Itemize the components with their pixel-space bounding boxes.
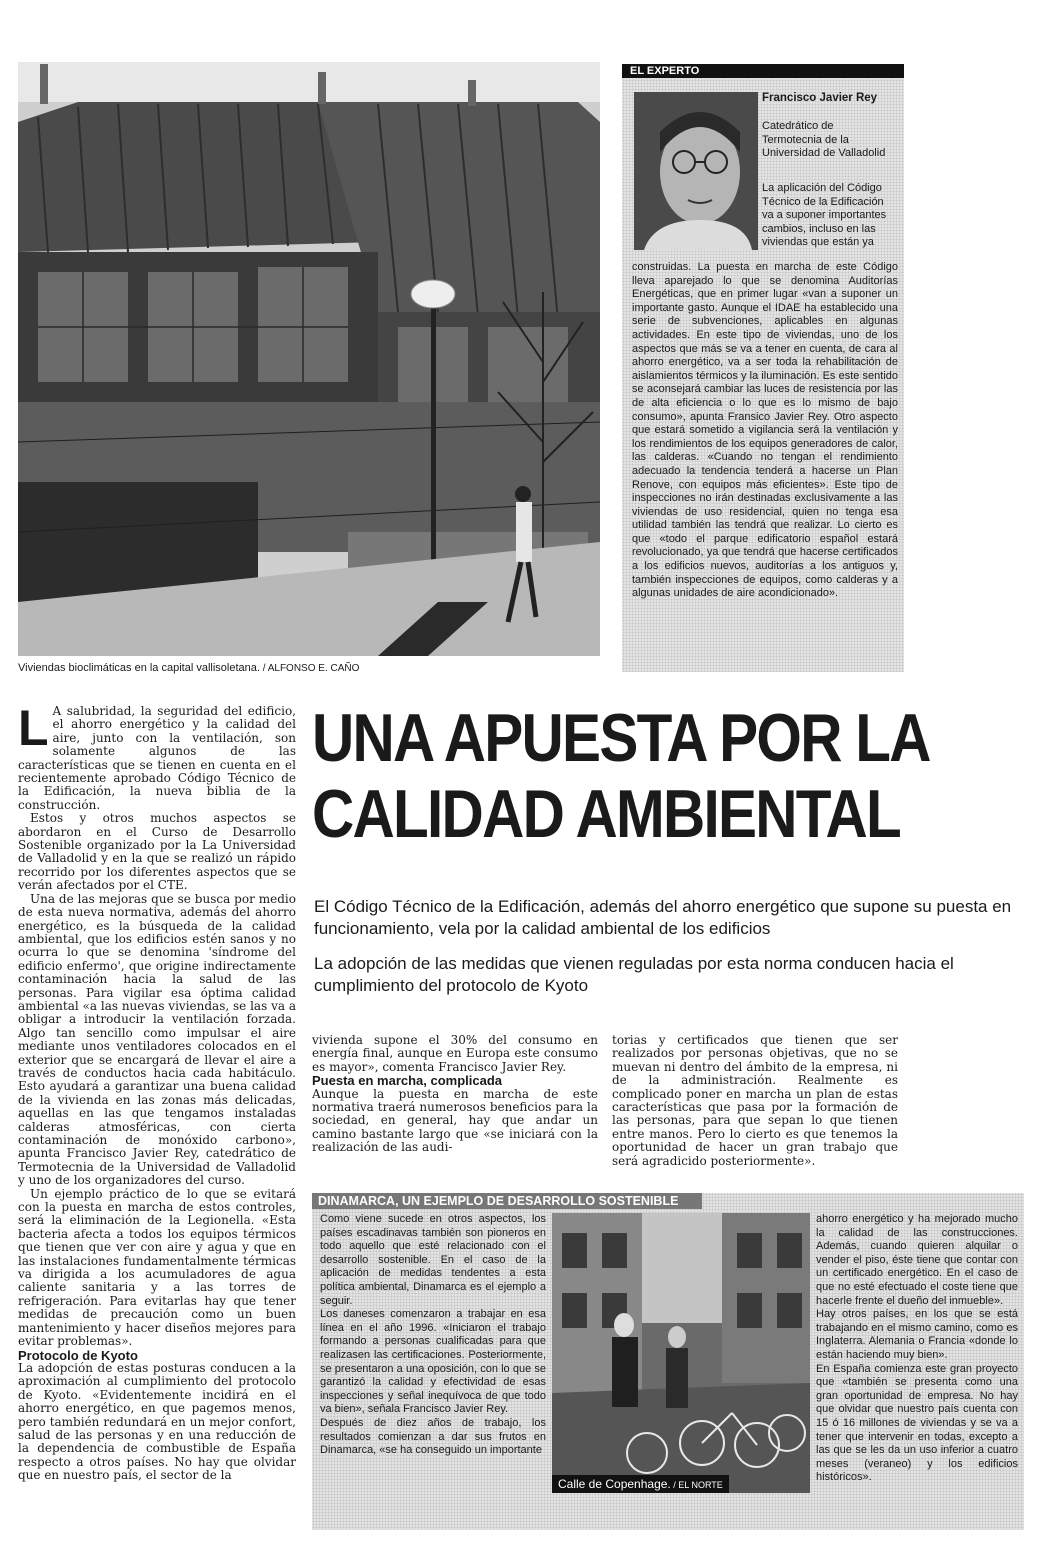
paragraph-text: A salubridad, la seguridad del edificio, el ahorro energético y la calidad del aire, junto con la ventilación, son solamente algunos de las características que se tienen en cuenta en el recientemente aprobado Código Técnico de la Edificación, la nueva biblia de la construcción.	[18, 704, 296, 812]
article-paragraph-5: La adopción de estas posturas conducen a la aproximación al cumplimiento del protocolo de Kyoto. «Evidentemente incidirá en el ahorro energético, en que pagemos menos, pero también redundará en un mejor confort, salud de las personas y en una reducción de la dependencia de combustible de España respecto a otros países. No hay que olvidar que en nuestro país, el sector de la	[18, 1360, 296, 1483]
dk-caption-credit: / EL NORTE	[670, 1480, 723, 1490]
headline-line-1: UNA APUESTA POR LA	[312, 700, 930, 776]
mid-paragraph-2: Aunque la puesta en marcha de este normativa traerá numerosos beneficios para la sociedad, en general, hay que andar un camino bastante largo que «se iniciará con la realización de las audi-	[312, 1086, 598, 1155]
headline	[312, 700, 930, 852]
dk-caption-text: Calle de Copenhage.	[558, 1477, 671, 1491]
expert-portrait	[634, 92, 758, 250]
article-column-mid	[312, 1034, 598, 1155]
article-paragraph-3: Una de las mejoras que se busca por medio de esta nueva normativa, además del ahorro energético, es la búsqueda de la calidad ambiental, que los edificios estén sanos y no ocurra lo que se denomina 'síndrome del edificio enfermo', que origine indirectamente contaminación hacia la salud de las personas. Para vigilar esa óptima calidad ambiental «a las nuevas viviendas, se las va a obligar a introducir la ventilación forzada. Algo tan sencillo como impulsar el aire mediante unos ventiladores colocados en el exterior que se encargará de llevar el aire a través de conductos hacia cada habitáculo. Esto ayudará a garantizar una buena calidad de la vivienda en las zonas más delicadas, aquellas en las que tengamos instaladas calderas atmosféricas, con cierta contaminación de monóxido carbono», apunta Francisco Javier Rey, catedrático de Termotecnia de la Universidad de Valladolid y uno de los organizadores del curso.	[18, 891, 296, 1188]
drop-cap: L	[18, 700, 49, 756]
expert-text-side: La aplicación del Código Técnico de la Edificación va a suponer importantes cambios, incluso en las viviendas que están ya	[762, 182, 887, 249]
dinamarca-box	[312, 1193, 1024, 1530]
dk-paragraph-4: ahorro energético y ha mejorado mucho la calidad de las construcciones. Además, cuando quieren alquilar o vender el piso, éste tiene que contar con un certificado energético. En el caso de que no esté efectuado el coste tiene que hacerle frente el dueño del inmueble».	[816, 1213, 1018, 1307]
dk-paragraph-5: Hay otros países, en los que se está trabajando en el mismo camino, como es Inglaterra. Alemania o Francia «donde lo están haciendo muy bien».	[816, 1308, 1018, 1361]
subhead-kyoto: Protocolo de Kyoto	[18, 1347, 138, 1363]
article-column-left	[18, 700, 296, 1483]
photo-caption-text: Viviendas bioclimáticas en la capital vallisoletana.	[18, 662, 260, 674]
dinamarca-photo-caption	[552, 1475, 729, 1493]
article-paragraph-2: Estos y otros muchos aspectos se abordaron en el Curso de Desarrollo Sostenible organizado por la La Universidad de Valladolid y en la que se realizó un rápido recorrido por los diferentes aspectos que se verán afectados por el CTE.	[18, 811, 296, 893]
dk-paragraph-3: Después de diez años de trabajo, los resultados comienzan a dar sus frutos en Dinamarca, «se ha conseguido un importante	[320, 1416, 546, 1457]
photo-credit: / ALFONSO E. CAÑO	[259, 663, 360, 674]
main-photo	[18, 62, 600, 656]
mid-paragraph-1: vivienda supone el 30% del consumo en energía final, aunque en Europa este consumo es mayor», comenta Francisco Javier Rey.	[312, 1033, 598, 1074]
dinamarca-column-3	[816, 1213, 1018, 1485]
expert-role: Catedrático de Termotecnia de la Universidad de Valladolid	[762, 120, 886, 159]
article-column-right	[612, 1034, 898, 1168]
article-paragraph-1	[18, 700, 296, 812]
deck-2: La adopción de las medidas que vienen reguladas por esta norma conducen hacia el cumplimiento del protocolo de Kyoto	[314, 954, 954, 995]
photo-caption	[18, 662, 608, 674]
dk-paragraph-2: Los daneses comenzaron a trabajar en esa línea en el año 1996. «Iniciaron el trabajo formando a personas cualificadas para que realizasen las certificaciones. Posteriormente, se presentaron a una oposición, con lo que se garantizó la calidad y efectividad de esas inspecciones y señal inequívoca de que todo va bien», señala Francisco Javier Rey.	[320, 1308, 546, 1416]
street-bicycles-image	[552, 1213, 810, 1493]
dk-paragraph-1: Como viene sucede en otros aspectos, los países escadinavas también son pioneros en todo aquello que esté relacionado con el desarrollo sostenible. En el caso de la aplicación de medidas tendentes a esta política ambiental, Dinamarca es el ejemplo a seguir.	[320, 1213, 546, 1307]
dinamarca-column-1	[320, 1213, 546, 1458]
expert-header: EL EXPERTO	[622, 64, 904, 78]
expert-text-body: construidas. La puesta en marcha de este Código lleva aparejado lo que se denomina Auditorías Energéticas, que en primer lugar «van a suponer un importante gasto. Aunque el IDAE ha establecido una serie de subvenciones, aplicables en algunas actividades. En este tipo de viviendas, uno de los aspectos que más se va a tener en cuenta, de cara al ahorro energético, va a ser toda la rehabilitación de aislamientos térmicos y la iluminación. Es este sentido se aconsejará cambiar las luces de resistencia por las de alta eficiencia o lo que es lo mismo de bajo consumo», apunta Fransico Javier Rey. Otro aspecto que estará sometido a vigilancia será la ventilación y los rendimientos de los equipos generadores de calor, las calderas. «Cuando no tengan el rendimiento adecuado la tendencia tenderá a hacerse un Plan Renove, con equipos más eficientes». Este tipo de inspecciones no irán destinadas exclusivamente a las viviendas de uso residencial, quien no tenga esa utilidad también las tendrá que realizar. Lo cierto es que «todo el parque edificatorio español estará revolucionado, ya que tendrá que hacerse certificados a los edificios nuevos, auditorías a los antiguos y, también inspecciones de equipos, como calderas y a algunas unidades de aire acondicionado».	[632, 261, 898, 600]
bioclimatic-houses-image	[18, 62, 600, 656]
right-paragraph-1: torias y certificados que tienen que ser realizados por personas objetivas, que no se muevan ni dentro del ámbito de la empresa, ni de la administración. Realmente es complicado poner en marcha un plan de estas características que pasa por la formación de las personas, para que sepan lo que tienen entre manos. Pero lo cierto es que tenemos la oportunidad de hacer un gran trabajo que será agradicido posteriormente».	[612, 1033, 898, 1168]
expert-name: Francisco Javier Rey	[762, 92, 878, 104]
subhead-puesta: Puesta en marcha, complicada	[312, 1073, 503, 1089]
dinamarca-header: DINAMARCA, UN EJEMPLO DE DESARROLLO SOSTENIBLE	[312, 1193, 702, 1209]
dk-paragraph-6: En España comienza este gran proyecto que «también se presenta como una gran oportunidad de empresa. No hay que olvidar que nuestro país cuenta con 15 ó 16 millones de viviendas y se va a tener que intervenir en todas, excepto a las que se les da un uso inferior a cuatro meses (veraneo) y los edificios históricos».	[816, 1362, 1018, 1484]
copenhagen-photo	[552, 1213, 810, 1493]
deck-1: El Código Técnico de la Edificación, además del ahorro energético que supone su puesta en funcionamiento, vela por la calidad ambiental de los edificios	[314, 897, 1012, 938]
expert-sidebar	[622, 64, 904, 672]
article-paragraph-4: Un ejemplo práctico de lo que se evitará con la puesta en marcha de estos controles, será la eliminación de la Legionella. «Esta bacteria afecta a todos los equipos térmicos que tienen que ver con aire y agua y que en las instalaciones fundamentalmente térmicas va dirigida a los acumuladores de agua caliente sanitaria y a las torres de refrigeración. Para evitarlas hay que tener medidas de precaución como un buen mantenimiento y hacer diseños mejores para evitar problemas».	[18, 1186, 296, 1349]
headline-line-2: CALIDAD AMBIENTAL	[312, 776, 900, 852]
portrait-image	[634, 92, 758, 250]
